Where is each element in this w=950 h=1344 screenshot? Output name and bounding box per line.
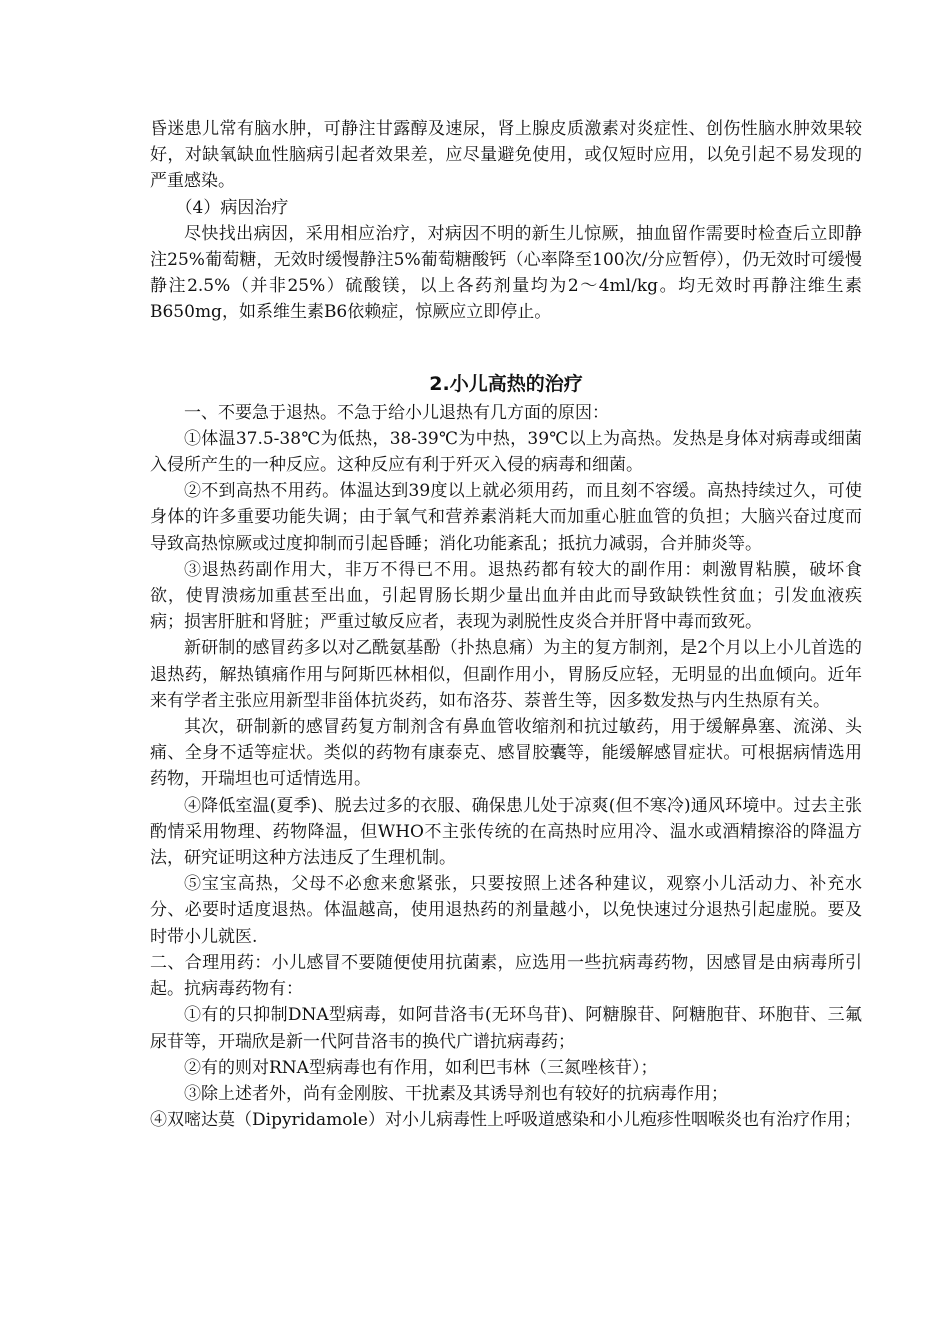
paragraph-cerebral-edema: 昏迷患儿常有脑水肿，可静注甘露醇及速尿，肾上腺皮质激素对炎症性、创伤性脑水肿效果较好，对缺氧缺血性脑病引起者效果差，应尽量避免使用，或仅短时应用，以免引起不易发现的严重感染。 <box>150 119 862 192</box>
paragraph-etiology-treatment: 尽快找出病因，采用相应治疗，对病因不明的新生儿惊厥，抽血留作需要时检查后立即静注25%葡萄糖，无效时缓慢静注5%葡萄糖酸钙（心率降至100次/分应暂停），仍无效时可缓慢静注2.5%（并非25%）硫酸镁，以上各药剂量均为2～4ml/kg。均无效时再静注维生素B650mg，如系维生素B6依赖症，惊厥应立即停止。 <box>150 223 862 323</box>
paragraph-point-2: ②不到高热不用药。体温达到39度以上就必须用药，而且刻不容缓。高热持续过久，可使身体的许多重要功能失调；由于氧气和营养素消耗大而加重心脏血管的负担；大脑兴奋过度而导致高热惊厥或过度抑制而引起昏睡；消化功能紊乱；抵抗力减弱，合并肺炎等。 <box>150 481 862 554</box>
paragraph-new-cold-medicine: 新研制的感冒药多以对乙酰氨基酚（扑热息痛）为主的复方制剂，是2个月以上小儿首选的退热药，解热镇痛作用与阿斯匹林相似，但副作用小，胃肠反应轻，无明显的出血倾向。近年来有学者主张应用新型非甾体抗炎药，如布洛芬、萘普生等，因多数发热与内生热原有关。 <box>150 638 862 711</box>
paragraph-antiviral-2: ②有的则对RNA型病毒也有作用，如利巴韦林（三氮唑核苷）； <box>184 1057 658 1078</box>
paragraph-antiviral-4: ④双嘧达莫（Dipyridamole）对小儿病毒性上呼吸道感染和小儿疱疹性咽喉炎也有治疗作用； <box>150 1110 861 1131</box>
subheading-etiology-treatment: （4）病因治疗 <box>175 197 289 218</box>
paragraph-point-1: ①体温37.5-38℃为低热，38-39℃为中热，39℃以上为高热。发热是身体对病毒或细菌入侵所产生的一种反应。这种反应有利于歼灭入侵的病毒和细菌。 <box>150 428 862 476</box>
document-page <box>150 116 862 1133</box>
paragraph-compound-preparation: 其次，研制新的感冒药复方制剂含有鼻血管收缩剂和抗过敏药，用于缓解鼻塞、流涕、头痛、全身不适等症状。类似的药物有康泰克、感冒胶囊等，能缓解感冒症状。可根据病情选用药物，开瑞坦也可适情选用。 <box>150 717 862 790</box>
paragraph-antiviral-1: ①有的只抑制DNA型病毒，如阿昔洛韦(无环鸟苷)、阿糖腺苷、阿糖胞苷、环胞苷、三氟尿苷等，开瑞欣是新一代阿昔洛韦的换代广谱抗病毒药； <box>150 1005 862 1052</box>
paragraph-antiviral-3: ③除上述者外，尚有金刚胺、干扰素及其诱导剂也有较好的抗病毒作用； <box>184 1083 728 1104</box>
paragraph-point-3: ③退热药副作用大，非万不得已不用。退热药都有较大的副作用：刺激胃粘膜，破坏食欲，使胃溃疡加重甚至出血，引起胃肠长期少量出血并由此而导致缺铁性贫血；引发血液疾病；损害肝脏和肾脏；严重过敏反应者，表现为剥脱性皮炎合并肝肾中毒而致死。 <box>150 559 862 633</box>
paragraph-point-5: ⑤宝宝高热，父母不必愈来愈紧张，只要按照上述各种建议，观察小儿活动力、补充水分、必要时适度退热。体温越高，使用退热药的剂量越小，以免快速过分退热引起虚脱。要及时带小儿就医. <box>150 874 862 947</box>
paragraph-rational-medication: 二、合理用药：小儿感冒不要随便使用抗菌素，应选用一些抗病毒药物，因感冒是由病毒所引起。抗病毒药物有： <box>150 952 862 1000</box>
paragraph-no-hurry-fever: 一、不要急于退热。不急于给小儿退热有几方面的原因： <box>184 402 609 423</box>
paragraph-point-4: ④降低室温(夏季)、脱去过多的衣服、确保患儿处于凉爽(但不寒冷)通风环境中。过去主张酌情采用物理、药物降温，但WHO不主张传统的在高热时应用冷、温水或酒精擦浴的降温方法，研究证明这种方法违反了生理机制。 <box>150 795 862 869</box>
section-title: 2.小儿高热的治疗 <box>429 372 583 395</box>
